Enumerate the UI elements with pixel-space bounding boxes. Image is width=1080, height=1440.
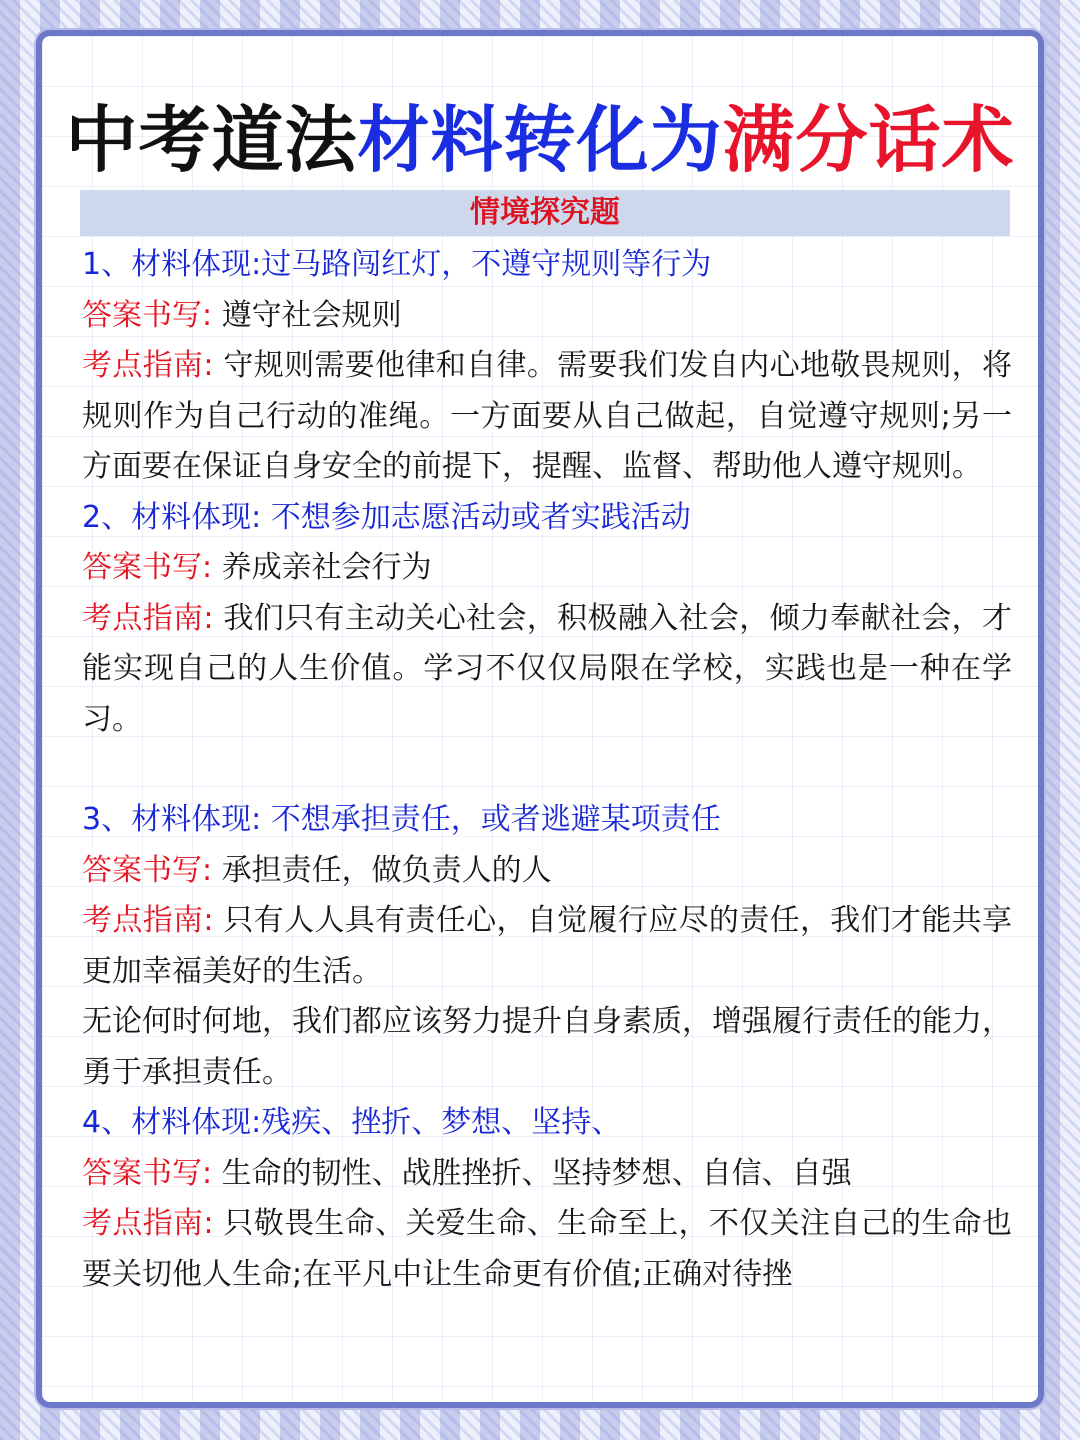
item-3-extra: 无论何时何地，我们都应该努力提升自身素质，增强履行责任的能力，勇于承担责任。 [82, 1004, 1012, 1090]
item-4-answer [82, 1149, 1012, 1200]
title-part-black: 中考道法 [65, 98, 358, 182]
page-title [42, 92, 1038, 188]
answer-label: 答案书写: [82, 1155, 213, 1191]
section-gap [82, 745, 1012, 795]
item-3-guide-text: 只有人人具有责任心，自觉履行应尽的责任，我们才能共享更加幸福美好的生活。 [82, 903, 1013, 989]
title-part-blue: 材料转化为 [357, 98, 723, 182]
item-1-guide-text: 守规则需要他律和自律。需要我们发自内心地敬畏规则，将规则作为自己行动的准绳。一方面要从自己做起，自觉遵守规则;另一方面要在保证自身安全的前提下，提醒、监督、帮助他人遵守规则。 [82, 348, 1013, 484]
item-2-guide-text: 我们只有主动关心社会，积极融入社会，倾力奉献社会，才能实现自己的人生价值。学习不仅仅局限在学校，实践也是一种在学习。 [82, 600, 1013, 737]
item-1-guide [82, 341, 1012, 493]
item-2-answer [82, 543, 1012, 594]
answer-label: 答案书写: [82, 550, 213, 585]
guide-label: 考点指南: [82, 1206, 214, 1241]
section-header: 情境探究题 [80, 190, 1010, 236]
item-3-answer [82, 846, 1012, 897]
title-part-red: 满分话术 [722, 98, 1015, 182]
item-4-guide [82, 1199, 1012, 1300]
item-4-guide-text: 只敬畏生命、关爱生命、生命至上，不仅关注自己的生命也要关切他人生命;在平凡中让生命更有价值;正确对待挫 [82, 1206, 1013, 1292]
item-3-question: 3、材料体现: 不想承担责任，或者逃避某项责任 [82, 802, 721, 837]
item-4-question: 4、材料体现:残疾、挫折、梦想、坚持、 [82, 1105, 622, 1140]
item-1-question: 1、材料体现:过马路闯红灯，不遵守规则等行为 [82, 247, 712, 282]
item-2-question: 2、材料体现: 不想参加志愿活动或者实践活动 [82, 499, 691, 535]
item-2-answer-text: 养成亲社会行为 [221, 550, 432, 585]
item-1-answer-text: 遵守社会规则 [221, 297, 402, 333]
guide-label: 考点指南: [82, 348, 214, 383]
item-2-guide [82, 594, 1012, 746]
item-3-guide [82, 896, 1012, 997]
answer-label: 答案书写: [82, 297, 213, 333]
guide-label: 考点指南: [82, 903, 214, 938]
answer-label: 答案书写: [82, 852, 213, 888]
content-body [82, 240, 1012, 1300]
item-4-answer-text: 生命的韧性、战胜挫折、坚持梦想、自信、自强 [221, 1155, 852, 1191]
guide-label: 考点指南: [82, 600, 214, 636]
item-1-answer [82, 291, 1012, 342]
item-3-answer-text: 承担责任，做负责人的人 [221, 852, 552, 888]
content-card [36, 30, 1044, 1408]
